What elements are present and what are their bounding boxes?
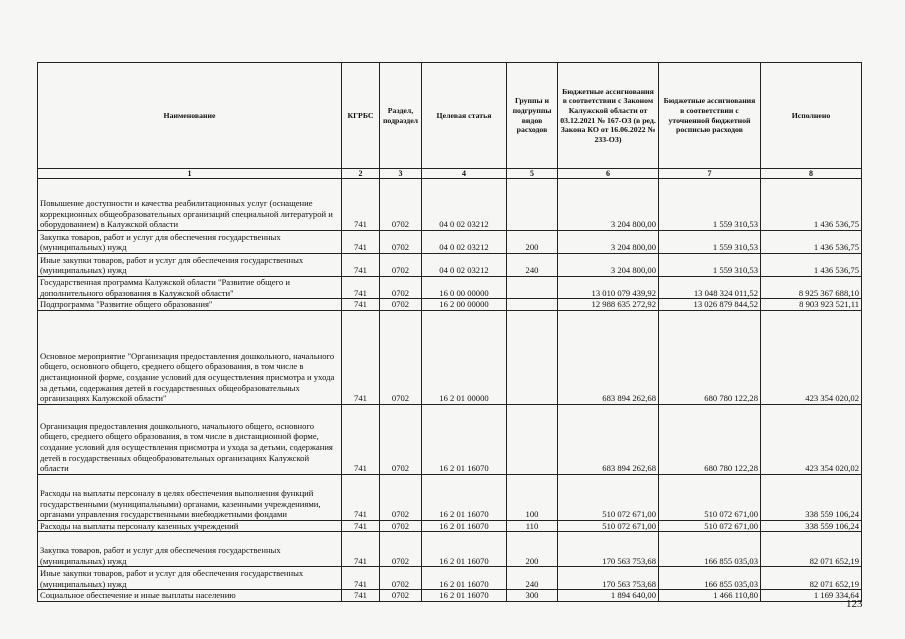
cell-section: 0702: [380, 520, 422, 532]
cell-name: Закупка товаров, работ и услуг для обеспечения государственных (муниципальных) нужд: [38, 231, 342, 254]
cell-group: [507, 404, 558, 474]
cell-name: Социальное обеспечение и иные выплаты населению: [38, 590, 342, 602]
cell-ktrbs: 741: [342, 474, 380, 520]
cell-law-amount: 170 563 753,68: [558, 567, 659, 590]
cell-section: 0702: [380, 310, 422, 404]
cell-ktrbs: 741: [342, 404, 380, 474]
cell-refined-amount: 680 780 122,28: [659, 310, 761, 404]
cell-law-amount: 3 204 800,00: [558, 231, 659, 254]
table-row: [38, 532, 862, 567]
cell-ktrbs: 741: [342, 532, 380, 567]
table-row: [38, 520, 862, 532]
table-row: [38, 590, 862, 602]
cell-executed-amount: 82 071 652,19: [761, 567, 862, 590]
header-row: [38, 63, 862, 169]
cell-name: Расходы на выплаты персоналу в целях обеспечения выполнения функций государственными (муниципальными) органами, казенными учреждениями, органами управления государственными внебюджетными фондами: [38, 474, 342, 520]
cell-target: 04 0 02 03212: [422, 254, 507, 277]
table-row: [38, 254, 862, 277]
cell-executed-amount: 8 903 923 521,11: [761, 299, 862, 311]
cell-name: Иные закупки товаров, работ и услуг для обеспечения государственных (муниципальных) нужд: [38, 567, 342, 590]
header-section: Раздел, подраздел: [380, 63, 422, 169]
cell-name: Расходы на выплаты персоналу казенных учреждений: [38, 520, 342, 532]
cell-ktrbs: 741: [342, 231, 380, 254]
cell-section: 0702: [380, 231, 422, 254]
table-row: [38, 474, 862, 520]
table-body: [38, 179, 862, 602]
cell-target: 16 2 01 16070: [422, 590, 507, 602]
cell-executed-amount: 1 436 536,75: [761, 254, 862, 277]
header-target: Целевая статья: [422, 63, 507, 169]
cell-group: 100: [507, 474, 558, 520]
cell-executed-amount: 423 354 020,02: [761, 404, 862, 474]
cell-law-amount: 13 010 079 439,92: [558, 277, 659, 299]
cell-refined-amount: 13 026 879 844,52: [659, 299, 761, 311]
column-number: 6: [558, 169, 659, 179]
cell-refined-amount: 1 559 310,53: [659, 254, 761, 277]
cell-refined-amount: 510 072 671,00: [659, 520, 761, 532]
table-row: [38, 179, 862, 231]
column-number: 2: [342, 169, 380, 179]
cell-section: 0702: [380, 277, 422, 299]
cell-group: 240: [507, 567, 558, 590]
cell-refined-amount: 166 855 035,03: [659, 532, 761, 567]
cell-target: 04 0 02 03212: [422, 231, 507, 254]
column-number-row: [38, 169, 862, 179]
cell-group: 110: [507, 520, 558, 532]
cell-ktrbs: 741: [342, 179, 380, 231]
cell-law-amount: 3 204 800,00: [558, 179, 659, 231]
cell-name: Государственная программа Калужской области "Развитие общего и дополнительного образования в Калужской области": [38, 277, 342, 299]
column-number: 4: [422, 169, 507, 179]
table-row: [38, 404, 862, 474]
column-number: 3: [380, 169, 422, 179]
table-row: [38, 310, 862, 404]
cell-law-amount: 3 204 800,00: [558, 254, 659, 277]
cell-ktrbs: 741: [342, 277, 380, 299]
table-row: [38, 299, 862, 311]
cell-refined-amount: 13 048 324 011,52: [659, 277, 761, 299]
page-number: 123: [846, 598, 863, 610]
cell-ktrbs: 741: [342, 520, 380, 532]
cell-group: [507, 179, 558, 231]
cell-target: 16 2 01 16070: [422, 520, 507, 532]
column-number: 1: [38, 169, 342, 179]
cell-executed-amount: 8 925 367 688,10: [761, 277, 862, 299]
cell-executed-amount: 1 436 536,75: [761, 179, 862, 231]
cell-executed-amount: 1 169 334,64: [761, 590, 862, 602]
cell-target: 16 2 01 16070: [422, 567, 507, 590]
cell-section: 0702: [380, 299, 422, 311]
cell-group: [507, 310, 558, 404]
header-groups: Группы и подгруппы видов расходов: [507, 63, 558, 169]
cell-group: [507, 299, 558, 311]
column-number: 7: [659, 169, 761, 179]
cell-refined-amount: 680 780 122,28: [659, 404, 761, 474]
cell-refined-amount: 166 855 035,03: [659, 567, 761, 590]
budget-table: [37, 62, 862, 602]
cell-executed-amount: 338 559 106,24: [761, 520, 862, 532]
cell-refined-amount: 1 466 110,80: [659, 590, 761, 602]
cell-section: 0702: [380, 567, 422, 590]
column-number: 5: [507, 169, 558, 179]
cell-ktrbs: 741: [342, 254, 380, 277]
cell-name: Иные закупки товаров, работ и услуг для обеспечения государственных (муниципальных) нужд: [38, 254, 342, 277]
cell-law-amount: 1 894 640,00: [558, 590, 659, 602]
cell-target: 04 0 02 03212: [422, 179, 507, 231]
cell-target: 16 2 01 16070: [422, 404, 507, 474]
cell-target: 16 2 01 16070: [422, 532, 507, 567]
cell-group: 300: [507, 590, 558, 602]
cell-name: Повышение доступности и качества реабилитационных услуг (оснащение коррекционных общеобразовательных организаций специальной литературой и оборудованием) в Калужской области: [38, 179, 342, 231]
cell-section: 0702: [380, 532, 422, 567]
table-row: [38, 231, 862, 254]
cell-target: 16 2 01 00000: [422, 310, 507, 404]
cell-law-amount: 683 894 262,68: [558, 310, 659, 404]
column-number: 8: [761, 169, 862, 179]
cell-executed-amount: 82 071 652,19: [761, 532, 862, 567]
cell-group: 200: [507, 231, 558, 254]
cell-group: 200: [507, 532, 558, 567]
cell-law-amount: 12 988 635 272,92: [558, 299, 659, 311]
cell-name: Основное мероприятие "Организация предоставления дошкольного, начального общего, основного общего, среднего общего образования, в том числе в дистанционной форме, создание условий для осуществления присмотра и ухода за детьми, содержания детей в государственных общеобразовательных организациях Калужской области": [38, 310, 342, 404]
cell-ktrbs: 741: [342, 590, 380, 602]
cell-section: 0702: [380, 404, 422, 474]
cell-target: 16 2 01 16070: [422, 474, 507, 520]
table-row: [38, 567, 862, 590]
cell-refined-amount: 1 559 310,53: [659, 179, 761, 231]
header-ktrbs: КГРБС: [342, 63, 380, 169]
cell-ktrbs: 741: [342, 567, 380, 590]
cell-target: 16 2 00 00000: [422, 299, 507, 311]
cell-target: 16 0 00 00000: [422, 277, 507, 299]
cell-executed-amount: 423 354 020,02: [761, 310, 862, 404]
header-name: Наименование: [38, 63, 342, 169]
cell-section: 0702: [380, 254, 422, 277]
cell-refined-amount: 510 072 671,00: [659, 474, 761, 520]
header-executed: Исполнено: [761, 63, 862, 169]
table-row: [38, 277, 862, 299]
cell-law-amount: 683 894 262,68: [558, 404, 659, 474]
cell-section: 0702: [380, 590, 422, 602]
cell-refined-amount: 1 559 310,53: [659, 231, 761, 254]
cell-law-amount: 510 072 671,00: [558, 520, 659, 532]
cell-group: [507, 277, 558, 299]
cell-name: Закупка товаров, работ и услуг для обеспечения государственных (муниципальных) нужд: [38, 532, 342, 567]
cell-group: 240: [507, 254, 558, 277]
cell-section: 0702: [380, 474, 422, 520]
cell-name: Подпрограмма "Развитие общего образования": [38, 299, 342, 311]
header-refined: Бюджетные ассигнования в соответствии с уточненной бюджетной росписью расходов: [659, 63, 761, 169]
cell-section: 0702: [380, 179, 422, 231]
cell-law-amount: 170 563 753,68: [558, 532, 659, 567]
cell-law-amount: 510 072 671,00: [558, 474, 659, 520]
cell-executed-amount: 338 559 106,24: [761, 474, 862, 520]
cell-ktrbs: 741: [342, 299, 380, 311]
cell-ktrbs: 741: [342, 310, 380, 404]
cell-executed-amount: 1 436 536,75: [761, 231, 862, 254]
header-law: Бюджетные ассигнования в соответствии с Законом Калужской области от 03.12.2021 № 167-ОЗ (в ред. Закона КО от 16.06.2022 № 233-ОЗ): [558, 63, 659, 169]
cell-name: Организация предоставления дошкольного, начального общего, основного общего, среднего общего образования, в том числе в дистанционной форме, создание условий для осуществления присмотра и ухода за детьми, содержания детей в государственных общеобразовательных организациях Калужской области: [38, 404, 342, 474]
